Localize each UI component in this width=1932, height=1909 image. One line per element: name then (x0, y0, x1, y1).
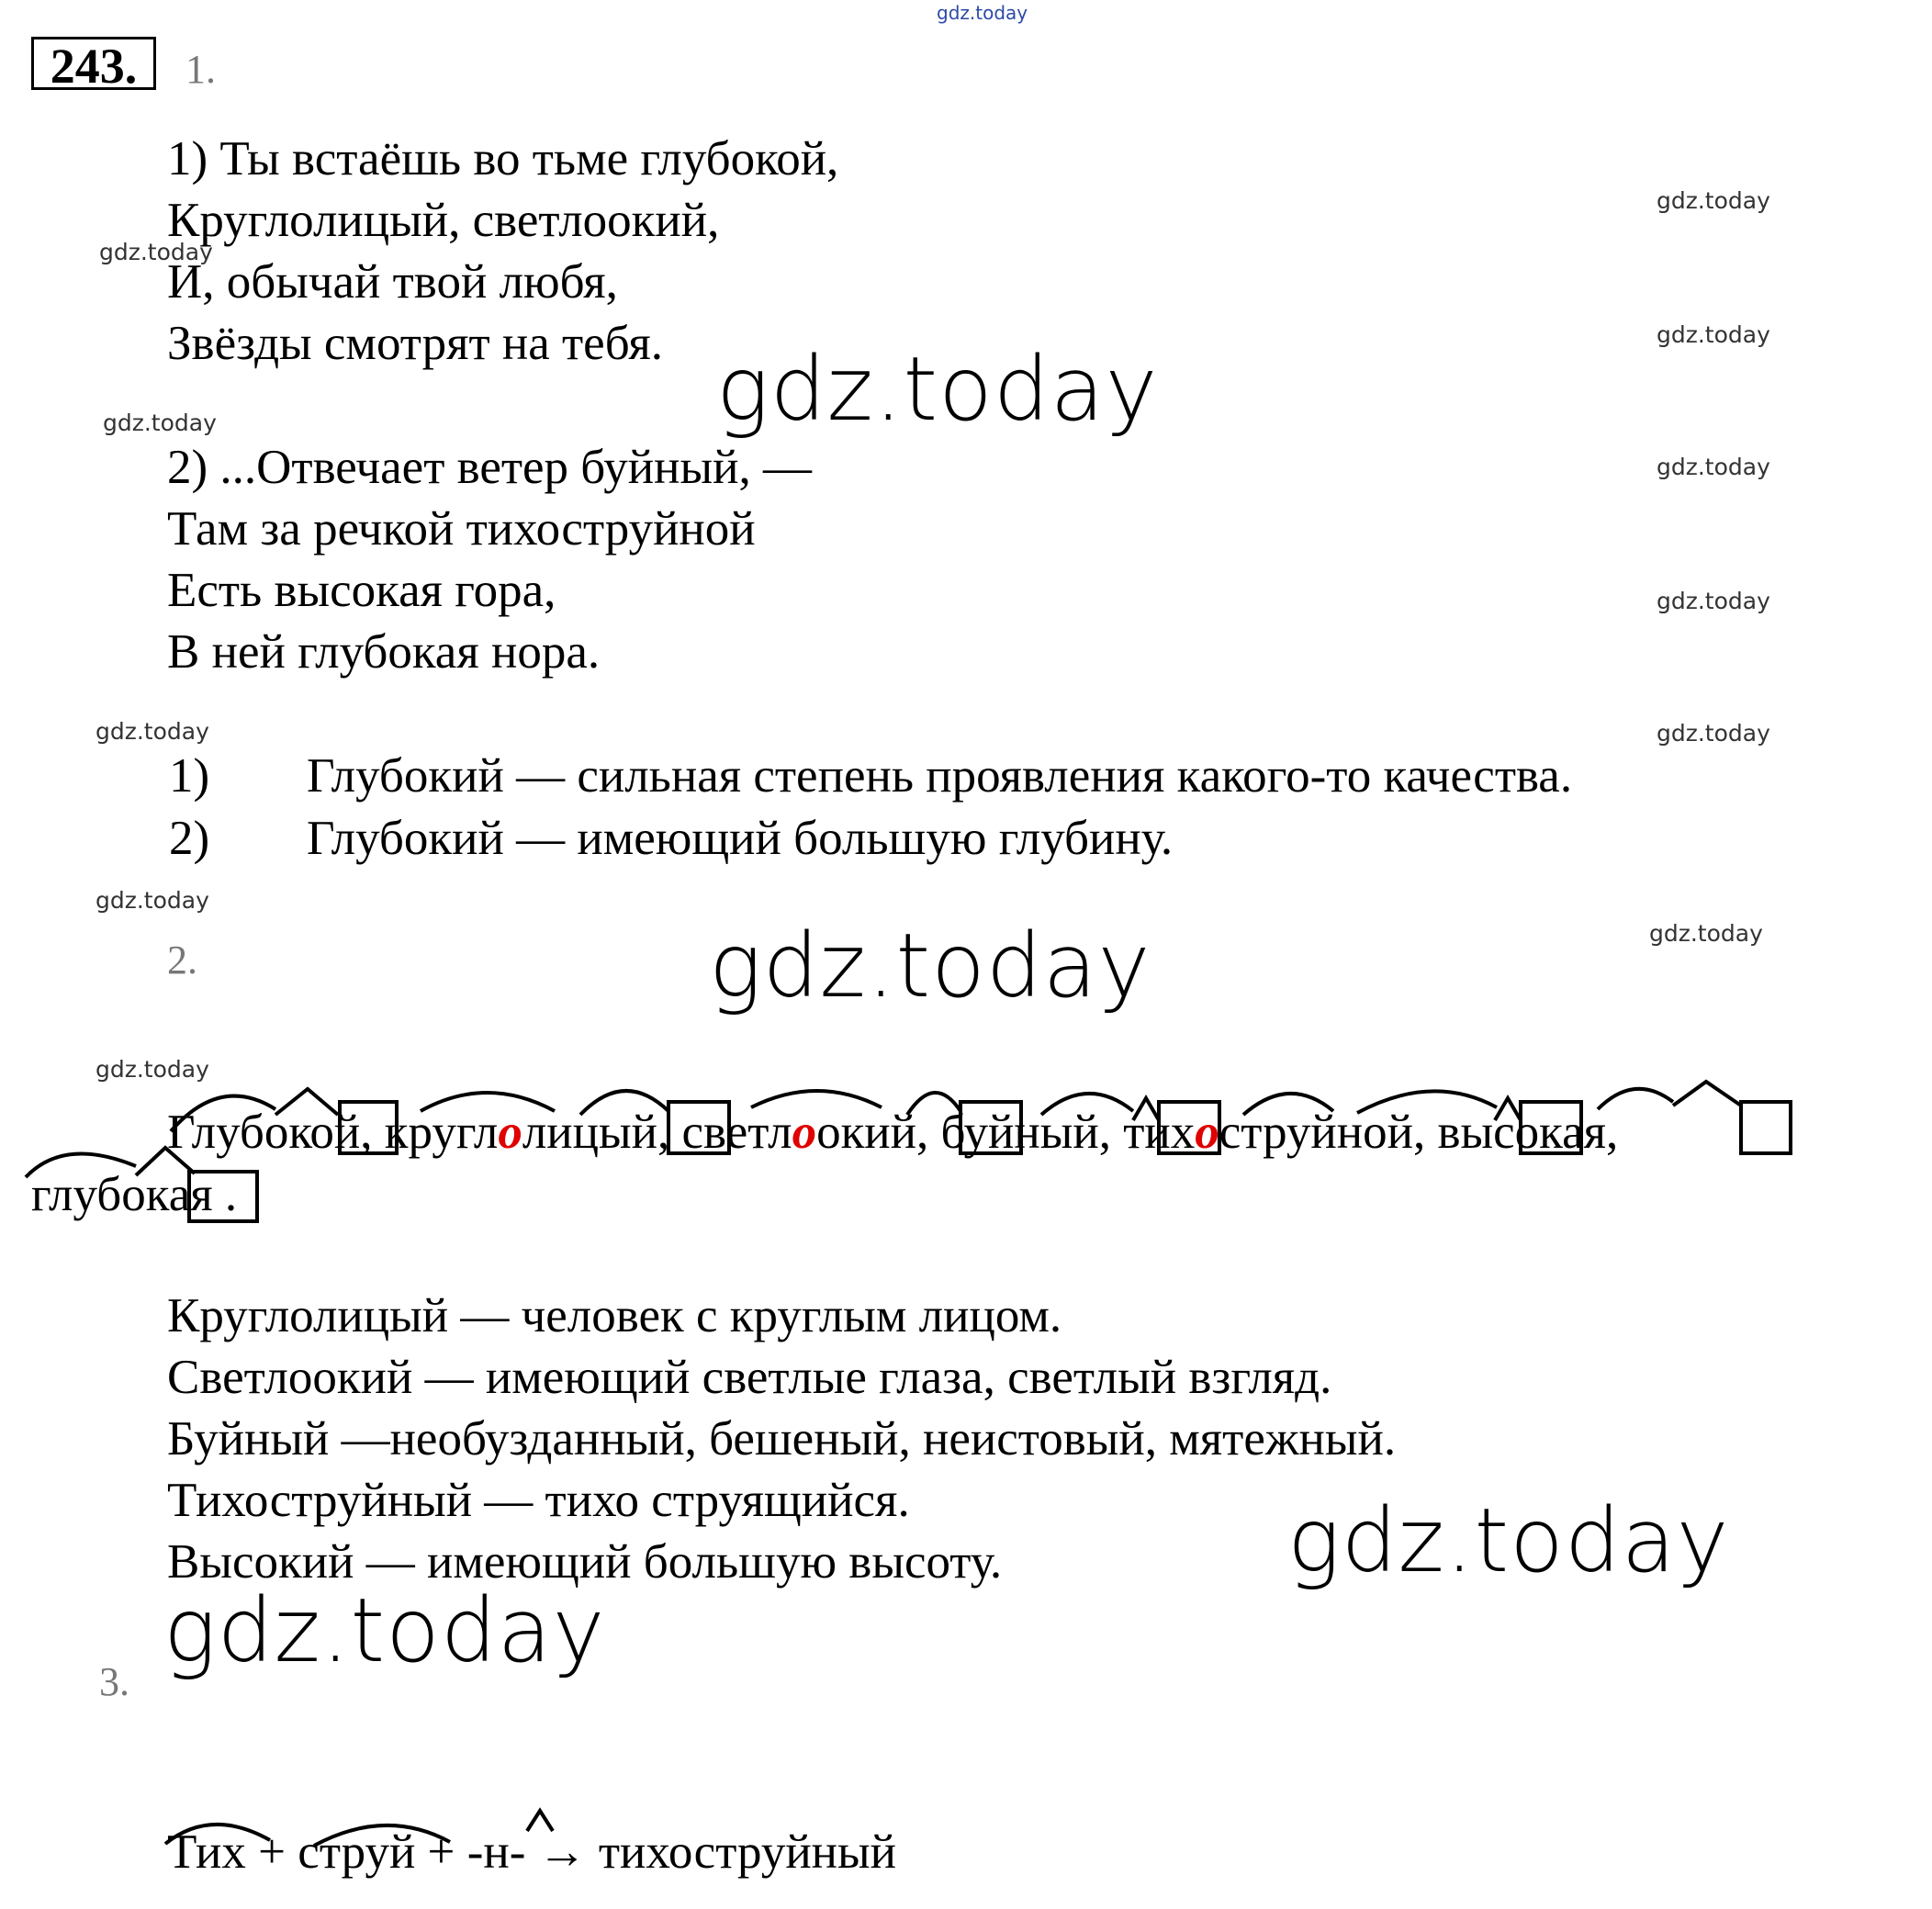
section-3-label: 3. (99, 1659, 129, 1704)
parse-word-svetlookiy: светлоокий, (681, 1106, 929, 1159)
parse-word-vysokaya: высокая, (1437, 1106, 1619, 1159)
meaning-2-number: 2) (169, 812, 210, 865)
definition-3: Буйный —необузданный, бешеный, неистовый, мятежный. (167, 1412, 1397, 1465)
watermark-large: gdz.today (163, 1579, 606, 1682)
poem2-line-4: В ней глубокая нора. (167, 625, 601, 679)
watermark-small: gdz.today (95, 1056, 209, 1083)
parse-word-tikhostruynoy: тихоструйной, (1123, 1106, 1426, 1159)
watermark-small: gdz.today (1657, 321, 1770, 348)
watermark-large: gdz.today (716, 338, 1159, 441)
parse-word-glubokoy: Глубокой, (167, 1106, 373, 1159)
poem1-line-2: Круглолицый, светлоокий, (167, 194, 720, 247)
meaning-2-text: Глубокий — имеющий большую глубину. (307, 812, 1174, 865)
watermark-small: gdz.today (103, 410, 217, 436)
watermark-small: gdz.today (95, 718, 209, 745)
parse-word-buyny: буйный, (940, 1106, 1111, 1159)
connecting-vowel: о (792, 1106, 817, 1159)
word-formation: Тих + струй + -н- → тихоструйный (167, 1825, 897, 1879)
definition-4: Тихоструйный — тихо струящийся. (167, 1474, 910, 1527)
suffix-caret (1673, 1082, 1741, 1106)
definition-1: Круглолицый — человек с круглым лицом. (167, 1289, 1062, 1342)
connecting-vowel: о (1195, 1106, 1219, 1159)
poem1-line-4: Звёзды смотрят на тебя. (167, 317, 663, 370)
poem1-line-3: И, обычай твой любя, (167, 255, 618, 309)
parse-line-2: глубокая . (31, 1168, 238, 1221)
watermark-small: gdz.today (1657, 454, 1770, 480)
watermark-small: gdz.today (1649, 920, 1763, 947)
poem2-line-2: Там за речкой тихоструйной (167, 502, 756, 556)
section-1-label: 1. (185, 47, 216, 92)
poem2-line-1: 2) ...Отвечает ветер буйный, — (167, 441, 812, 494)
meaning-1-number: 1) (169, 749, 210, 803)
watermark-small: gdz.today (99, 239, 213, 265)
definition-2: Светлоокий — имеющий светлые глаза, светлый взгляд. (167, 1351, 1332, 1404)
ending-box (1741, 1102, 1791, 1153)
parse-line-1 (167, 1102, 1618, 1163)
watermark-large: gdz.today (709, 915, 1151, 1017)
watermark-top: gdz.today (937, 2, 1028, 24)
meaning-1-text: Глубокий — сильная степень проявления какого-то качества. (307, 749, 1573, 803)
parse-word-kruglolitsy: круглолицый, (384, 1106, 670, 1159)
watermark-small: gdz.today (1657, 187, 1770, 214)
poem2-line-3: Есть высокая гора, (167, 564, 556, 617)
watermark-large: gdz.today (1287, 1489, 1730, 1592)
poem1-line-1: 1) Ты встаёшь во тьме глубокой, (167, 132, 839, 185)
connecting-vowel: о (498, 1106, 522, 1159)
exercise-number: 243. (31, 37, 156, 90)
watermark-small: gdz.today (95, 887, 209, 914)
section-2-label: 2. (167, 938, 197, 983)
watermark-small: gdz.today (1657, 720, 1770, 747)
watermark-small: gdz.today (1657, 588, 1770, 614)
definition-5: Высокий — имеющий большую высоту. (167, 1535, 1003, 1589)
